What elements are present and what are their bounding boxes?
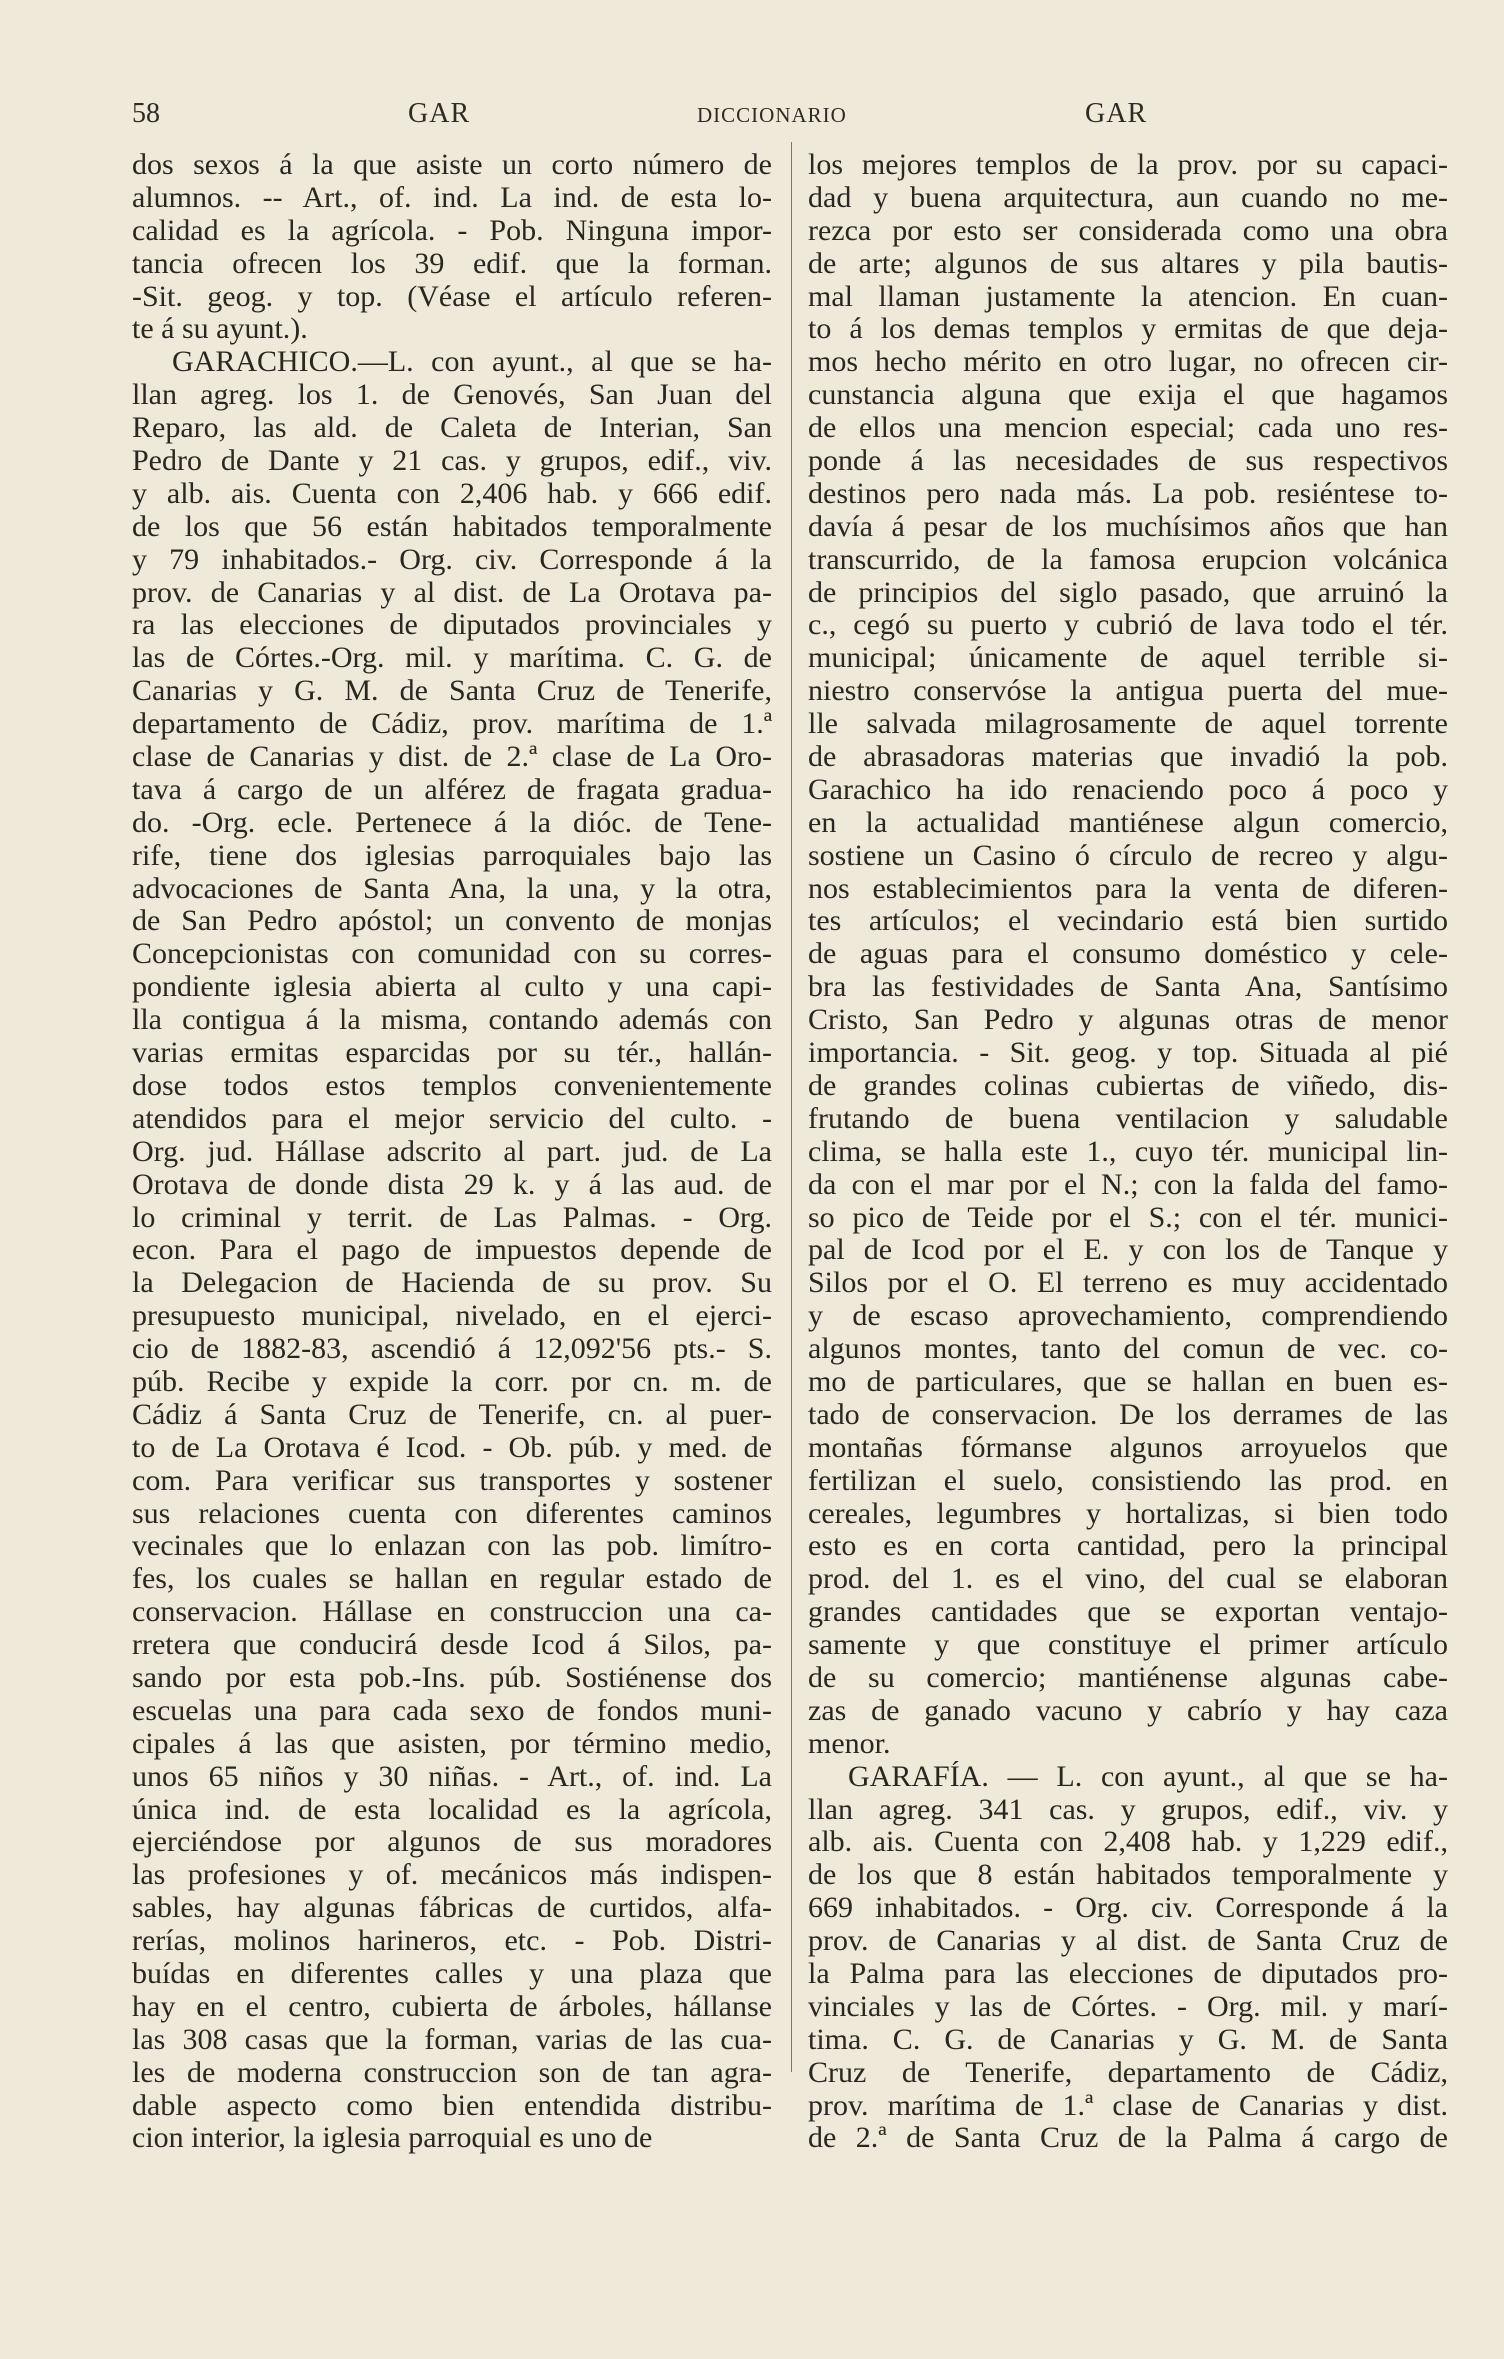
- right-running-head: GAR: [1085, 98, 1148, 129]
- text-line: ejerciéndose por algunos de sus moradores: [132, 1826, 772, 1859]
- text-line: transcurrido, de la famosa erupcion volcánica: [808, 543, 1448, 576]
- text-line: y 79 inhabitados.- Org. civ. Corresponde á la: [132, 543, 772, 576]
- text-line: menor.: [808, 1727, 891, 1760]
- text-line: prov. de Canarias y al dist. de Santa Cruz de: [808, 1925, 1448, 1958]
- text-line: las de Córtes.-Org. mil. y marítima. C. G. de: [132, 642, 772, 675]
- text-line: niestro conservóse la antigua puerta del mue-: [808, 675, 1448, 708]
- text-line: Silos por el O. El terreno es muy accidentado: [808, 1267, 1448, 1300]
- text-line: fes, los cuales se hallan en regular estado de: [132, 1563, 772, 1596]
- text-line: mos hecho mérito en otro lugar, no ofrecen cir-: [808, 346, 1448, 379]
- left-running-head: GAR: [408, 98, 471, 129]
- text-line: GARACHICO.—L. con ayunt., al que se ha-: [172, 346, 772, 379]
- text-line: grandes cantidades que se exportan ventajo-: [808, 1596, 1448, 1629]
- text-line: econ. Para el pago de impuestos depende de: [132, 1234, 772, 1267]
- text-line: to á los demas templos y ermitas de que deja-: [808, 313, 1448, 346]
- text-line: los mejores templos de la prov. por su capaci-: [808, 149, 1448, 181]
- text-line: Garachico ha ido renaciendo poco á poco y: [808, 773, 1448, 806]
- text-line: presupuesto municipal, nivelado, en el ejerci-: [132, 1300, 772, 1333]
- text-line: vinciales y las de Córtes. - Org. mil. y marí-: [808, 1990, 1448, 2023]
- text-line: da con el mar por el N.; con la falda del famo-: [808, 1168, 1448, 1201]
- text-line: la Delegacion de Hacienda de su prov. Su: [132, 1267, 772, 1300]
- text-line: varias ermitas esparcidas por su tér., hallán-: [132, 1037, 772, 1070]
- text-line: les de moderna construccion son de tan agra-: [132, 2056, 772, 2089]
- text-line: rretera que conducirá desde Icod á Silos, pa-: [132, 1629, 772, 1662]
- text-line: ponde á las necesidades de sus respectivos: [808, 445, 1448, 478]
- text-line: tes artículos; el vecindario está bien surtido: [808, 905, 1448, 938]
- text-line: rezca por esto ser considerada como una obra: [808, 214, 1448, 247]
- text-line: samente y que constituye el primer artículo: [808, 1629, 1448, 1662]
- text-line: mo de particulares, que se hallan en buen es-: [808, 1365, 1448, 1398]
- text-line: atendidos para el mejor servicio del culto. -: [132, 1102, 772, 1135]
- text-line: sables, hay algunas fábricas de curtidos, alfa-: [132, 1892, 772, 1925]
- text-line: sus relaciones cuenta con diferentes caminos: [132, 1497, 772, 1530]
- text-line: sostiene un Casino ó círculo de recreo y algu-: [808, 839, 1448, 872]
- text-line: advocaciones de Santa Ana, la una, y la otra,: [132, 872, 772, 905]
- text-line: frutando de buena ventilacion y saludable: [808, 1102, 1448, 1135]
- text-line: Cristo, San Pedro y algunas otras de menor: [808, 1004, 1448, 1037]
- text-line: Reparo, las ald. de Caleta de Interian, San: [132, 412, 772, 445]
- text-line: buídas en diferentes calles y una plaza que: [132, 1957, 772, 1990]
- text-line: dose todos estos templos convenientemente: [132, 1069, 772, 1102]
- text-line: de principios del siglo pasado, que arruinó la: [808, 576, 1448, 609]
- text-line: tancia ofrecen los 39 edif. que la forman.: [132, 247, 772, 280]
- text-line: do. -Org. ecle. Pertenece á la dióc. de Tene-: [132, 806, 772, 839]
- text-line: y de escaso aprovechamiento, comprendiendo: [808, 1300, 1448, 1333]
- page-number: 58: [132, 98, 160, 129]
- text-line: so pico de Teide por el S.; con el tér. munici-: [808, 1201, 1448, 1234]
- text-line: esto es en corta cantidad, pero la principal: [808, 1530, 1448, 1563]
- text-line: tava á cargo de un alférez de fragata gradua-: [132, 773, 772, 806]
- text-line: -Sit. geog. y top. (Véase el artículo referen-: [132, 280, 772, 313]
- text-line: tado de conservacion. De los derrames de las: [808, 1398, 1448, 1431]
- text-line: destinos pero nada más. La pob. resiéntese to-: [808, 477, 1448, 510]
- text-line: dable aspecto como bien entendida distribu-: [132, 2089, 772, 2122]
- text-line: fertilizan el suelo, consistiendo las prod. en: [808, 1464, 1448, 1497]
- page-title: DICCIONARIO: [697, 103, 847, 127]
- text-line: c., cegó su puerto y cubrió de lava todo el tér.: [808, 609, 1448, 642]
- text-line: unos 65 niños y 30 niñas. - Art., of. ind. La: [132, 1760, 772, 1793]
- text-line: clima, se halla este 1., cuyo tér. municipal lin-: [808, 1135, 1448, 1168]
- text-line: to de La Orotava é Icod. - Ob. púb. y med. de: [132, 1431, 772, 1464]
- text-line: calidad es la agrícola. - Pob. Ninguna impor-: [132, 214, 772, 247]
- text-line: dad y buena arquitectura, aun cuando no me-: [808, 181, 1448, 214]
- text-line: 669 inhabitados. - Org. civ. Corresponde á la: [808, 1892, 1448, 1925]
- text-line: vecinales que lo enlazan con las pob. limítro-: [132, 1530, 772, 1563]
- text-line: GARAFÍA. — L. con ayunt., al que se ha-: [848, 1760, 1448, 1793]
- right-text-column: [808, 149, 1448, 2155]
- text-line: lo criminal y territ. de Las Palmas. - Org.: [132, 1201, 772, 1234]
- text-line: cipales á las que asisten, por término medio,: [132, 1727, 772, 1760]
- text-line: alumnos. -- Art., of. ind. La ind. de esta lo-: [132, 181, 772, 214]
- text-line: zas de ganado vacuno y cabrío y hay caza: [808, 1694, 1448, 1727]
- left-text-column: [132, 149, 772, 2155]
- text-line: Concepcionistas con comunidad con su corres-: [132, 938, 772, 971]
- text-line: importancia. - Sit. geog. y top. Situada al pié: [808, 1037, 1448, 1070]
- text-line: nos establecimientos para la venta de diferen-: [808, 872, 1448, 905]
- text-line: las 308 casas que la forman, varias de las cua-: [132, 2023, 772, 2056]
- text-line: bra las festividades de Santa Ana, Santísimo: [808, 971, 1448, 1004]
- text-line: clase de Canarias y dist. de 2.ª clase de La Oro-: [132, 741, 772, 774]
- text-line: alb. ais. Cuenta con 2,408 hab. y 1,229 edif.,: [808, 1826, 1448, 1859]
- text-line: prov. marítima de 1.ª clase de Canarias y dist.: [808, 2089, 1448, 2122]
- text-line: cio de 1882-83, ascendió á 12,092'56 pts.- S.: [132, 1333, 772, 1366]
- text-line: algunos montes, tanto del comun de vec. co-: [808, 1333, 1448, 1366]
- text-line: lla contigua á la misma, contando además con: [132, 1004, 772, 1037]
- text-line: la Palma para las elecciones de diputados pro-: [808, 1957, 1448, 1990]
- text-line: lle salvada milagrosamente de aquel torrente: [808, 708, 1448, 741]
- text-line: departamento de Cádiz, prov. marítima de 1.ª: [132, 708, 772, 741]
- text-line: de arte; algunos de sus altares y pila bautis-: [808, 247, 1448, 280]
- text-line: llan agreg. los 1. de Genovés, San Juan del: [132, 379, 772, 412]
- text-line: púb. Recibe y expide la corr. por cn. m. de: [132, 1365, 772, 1398]
- text-line: de grandes colinas cubiertas de viñedo, dis-: [808, 1069, 1448, 1102]
- text-line: montañas fórmanse algunos arroyuelos que: [808, 1431, 1448, 1464]
- text-line: de abrasadoras materias que invadió la pob.: [808, 741, 1448, 774]
- text-line: cunstancia alguna que exija el que hagamos: [808, 379, 1448, 412]
- text-line: ra las elecciones de diputados provinciales y: [132, 609, 772, 642]
- text-line: pondiente iglesia abierta al culto y una capi-: [132, 971, 772, 1004]
- text-line: cion interior, la iglesia parroquial es uno de: [132, 2122, 653, 2155]
- text-line: llan agreg. 341 cas. y grupos, edif., viv. y: [808, 1793, 1448, 1826]
- text-line: rerías, molinos harineros, etc. - Pob. Distri-: [132, 1925, 772, 1958]
- text-line: en la actualidad mantiénese algun comercio,: [808, 806, 1448, 839]
- text-line: Pedro de Dante y 21 cas. y grupos, edif., viv.: [132, 445, 772, 478]
- text-line: te á su ayunt.).: [132, 313, 308, 346]
- text-line: de San Pedro apóstol; un convento de monjas: [132, 905, 772, 938]
- text-line: municipal; únicamente de aquel terrible si-: [808, 642, 1448, 675]
- text-line: prod. del 1. es el vino, del cual se elaboran: [808, 1563, 1448, 1596]
- text-line: conservacion. Hállase en construccion una ca-: [132, 1596, 772, 1629]
- text-line: Cádiz á Santa Cruz de Tenerife, cn. al puer-: [132, 1398, 772, 1431]
- text-line: de ellos una mencion especial; cada uno res-: [808, 412, 1448, 445]
- text-line: de aguas para el consumo doméstico y cele-: [808, 938, 1448, 971]
- text-line: de los que 56 están habitados temporalmente: [132, 510, 772, 543]
- text-line: tima. C. G. de Canarias y G. M. de Santa: [808, 2023, 1448, 2056]
- text-line: Canarias y G. M. de Santa Cruz de Tenerife,: [132, 675, 772, 708]
- text-line: las profesiones y of. mecánicos más indispen-: [132, 1859, 772, 1892]
- text-line: de los que 8 están habitados temporalmente y: [808, 1859, 1448, 1892]
- text-line: cereales, legumbres y hortalizas, si bien todo: [808, 1497, 1448, 1530]
- column-divider: [791, 142, 792, 2072]
- text-line: Orotava de donde dista 29 k. y á las aud. de: [132, 1168, 772, 1201]
- text-line: mal llaman justamente la atencion. En cuan-: [808, 280, 1448, 313]
- text-line: pal de Icod por el E. y con los de Tanque y: [808, 1234, 1448, 1267]
- text-line: hay en el centro, cubierta de árboles, hállanse: [132, 1990, 772, 2023]
- text-line: sando por esta pob.-Ins. púb. Sostiénense dos: [132, 1661, 772, 1694]
- text-line: de 2.ª de Santa Cruz de la Palma á cargo de: [808, 2122, 1448, 2155]
- text-line: Org. jud. Hállase adscrito al part. jud. de La: [132, 1135, 772, 1168]
- text-line: dos sexos á la que asiste un corto número de: [132, 149, 772, 181]
- text-line: Cruz de Tenerife, departamento de Cádiz,: [808, 2056, 1448, 2089]
- text-line: davía á pesar de los muchísimos años que han: [808, 510, 1448, 543]
- text-line: de su comercio; mantiénense algunas cabe-: [808, 1661, 1448, 1694]
- page-header: [132, 98, 1452, 138]
- text-line: com. Para verificar sus transportes y sostener: [132, 1464, 772, 1497]
- text-line: única ind. de esta localidad es la agrícola,: [132, 1793, 772, 1826]
- text-line: rife, tiene dos iglesias parroquiales bajo las: [132, 839, 772, 872]
- text-line: y alb. ais. Cuenta con 2,406 hab. y 666 edif.: [132, 477, 772, 510]
- text-line: escuelas una para cada sexo de fondos muni-: [132, 1694, 772, 1727]
- text-line: prov. de Canarias y al dist. de La Orotava pa-: [132, 576, 772, 609]
